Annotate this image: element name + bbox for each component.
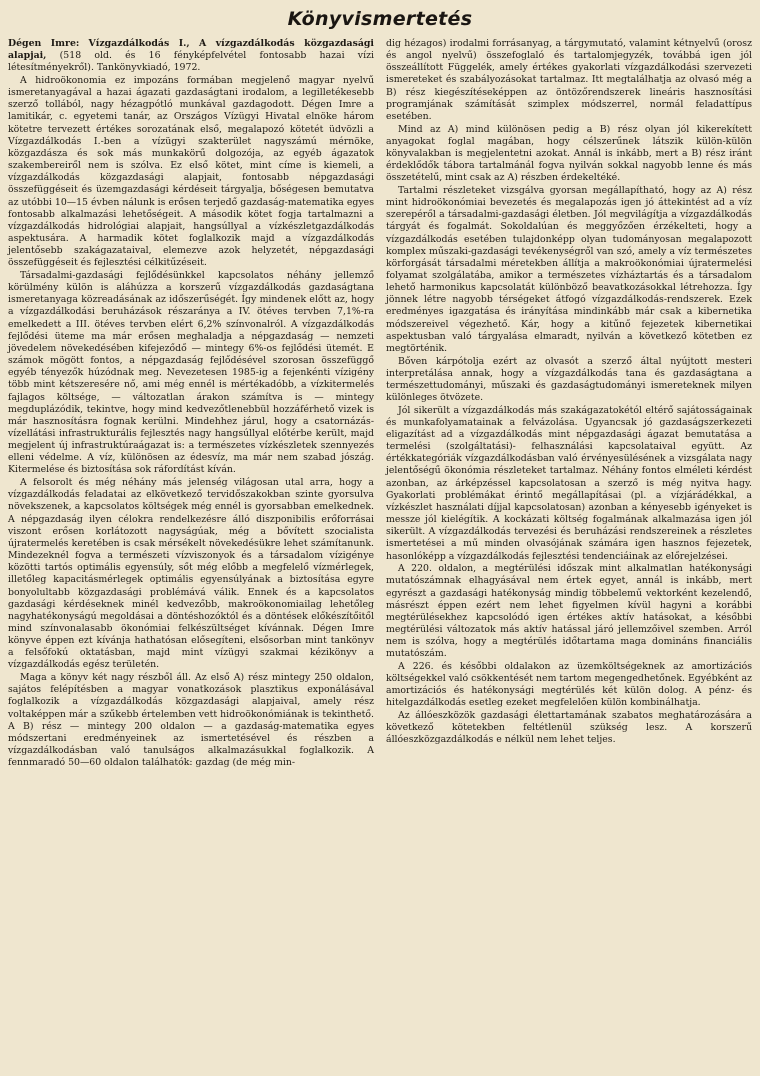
paragraph: A hidroökonomia ez impozáns formában megjelenő magyar nyelvű ismeretanyagával a hazai ágazati gazdaságtani irodalom, a legilletékesebb szerző tollából, nagy hézagpótló munkával gazdagodott. Dégen Imre a lamitikár, c. egyetemi tanár, az Országos Vízügyi Hivatal elnöke három kötetre tervezett értékes sorozatának első, megalapozó kötetét üdvözli a Vízgazdálkodás I.-ben a vízügyi szakterület nagyszámú mérnöke, közgazdásza és sok más munkakörű dolgozója, az egyéb ágazatok szakembereiről nem is szólva. Ez első kötet, mint címe is kiemeli, a vízgazdálkodás közgazdasági alapjait, fontosabb népgazdasági összefüggéseit és üzemgazdasági kérdéseit tárgyalja, bőségesen bemutatva az utóbbi 10—15 évben nálunk is erősen terjedő gazdaság-matematika egyes fontosabb alkalmazási lehetőségeit. A második kötet fogja tartalmazni a vízgazdálkodás hidrológiai alapjait, hangsúllyal a vízkészletgazdálkodás aspektusára. A harmadik kötet foglalkozik majd a vízgazdálkodás jelentősebb szakágazataival, elemezve azok helyzetét, népgazdasági összefüggéseit és fejlesztési célkitűzéseit. [8, 74, 374, 269]
left-column [8, 38, 374, 769]
section-header [8, 0, 752, 38]
article-body [8, 38, 752, 769]
review-reference [8, 38, 374, 74]
review-book-title: Vízgazdálkodás I., A vízgazdálkodás közgazdasági alapjai, [8, 38, 374, 62]
review-author: Dégen Imre: [8, 38, 80, 49]
paragraph: dig hézagos) irodalmi forrásanyag, a tárgymutató, valamint kétnyelvű (orosz és angol nyelvű) összefoglaló és tartalomjegyzék, továbbá igen jól összeállított Függelék, amely értékes gyakorlati vízgazdálkodási szervezeti ismereteket és szabályozásokat tartalmaz. Itt megtalálhatja az olvasó még a B) rész kiegészítéseképpen az öntözőrendszerek lineáris hasznosítási programjának számítását szimplex módszerrel, normál feladattípus esetében. [386, 38, 752, 122]
paragraph: A 226. és későbbi oldalakon az üzemköltségeknek az amortizációs költségekkel való csökkentését nem tartom megengedhetőnek. Egyébként az amortizációs és hatékonysági megtérülés két külön dolog. A pénz- és hitelgazdálkodás esetleg ezeket megfelelően külön kombinálhatja. [386, 660, 752, 709]
review-bibliography: (518 old. és 16 fényképfelvétel fontosabb hazai vízi létesítményekről). Tankönyvkiadó, 1972. [8, 50, 374, 74]
section-title: Könyvismertetés [287, 8, 473, 30]
paragraph: Az állóeszközök gazdasági élettartamának szabatos meghatározására a következő kötetekben feltétlenül szükség lesz. A korszerű állóeszközgazdálkodás e nélkül nem lehet teljes. [386, 710, 752, 746]
right-column [386, 38, 752, 769]
paragraph: Jól sikerült a vízgazdálkodás más szakágazatokétól eltérő sajátosságainak és munkafolyamatainak a felvázolása. Ugyancsak jó gazdaságszerkezeti eligazítást ad a vízgazdálkodás mint népgazdasági ágazat bemutatása a termelési (szolgáltatási)- felhasználási kapcsolataival együtt. Az értékkategóriák vízgazdálkodásban való érvényesülésének a vizsgálata nagy jelentőségű ökonómia részleteket tartalmaz. Néhány fontos elméleti kérdést azonban, az árképzéssel kapcsolatosan a szerző is még nyitva hagy. Gyakorlati problémákat érintő megállapításai (pl. a vízjárádékkal, a vízkészlet használati díjjal kapcsolatosan) azonban a kényesebb igényeket is messze jól kielégítik. A kockázati költség fogalmának alkalmazása igen jól sikerült. A vízgazdálkodás tervezési és beruházási rendszereinek a részletes ismertetései a mű minden olvasójának számára igen hasznos fejezetek, hasonlóképp a vízgazdálkodás fejlesztési tendenciáinak az előrejelzései. [386, 404, 752, 562]
paragraph: Mind az A) mind különösen pedig a B) rész olyan jól kikerekített anyagokat foglal magában, hogy célszerűnek látszik külön-külön könyvalakban is megjelentetni azokat. Annál is inkább, mert a B) rész iránt érdeklődők tábora tartalmánál fogva nyilván sokkal nagyobb lenne és más összetételű, mint csak az A) részben érdekeltéké. [386, 123, 752, 184]
paragraph: A 220. oldalon, a megtérülési időszak mint alkalmatlan hatékonysági mutatószámnak elhagyásával nem értek egyet, annál is inkább, mert egyrészt a gazdasági hatékonyság mindig többelemű vektorként kezelendő, másrészt éppen ezért nem lehet figyelmen kívül hagyni a korábbi megtérülésekhez kapcsolódó igen értékes aktív hatásokat, a későbbi megtérülési változatok más aktív hatással járó jellemzőivel szemben. Arról nem is szólva, hogy a megtérülés időtartama maga domináns financiális mutatószám. [386, 563, 752, 660]
paragraph: Társadalmi-gazdasági fejlődésünkkel kapcsolatos néhány jellemző körülmény külön is aláhúzza a korszerű vízgazdálkodás gazdaságtana ismeretanyaga közreadásának az időszerűségét. Így mindenek előtt az, hogy a vízgazdálkodási beruházások részaránya a IV. ötéves tervben 7,1%-ra emelkedett a III. ötéves tervben elért 6,2% színvonalról. A vízgazdálkodás fejlődési üteme ma már erősen meghaladja a népgazdaság — nemzeti jövedelem növekedésében kifejeződő — mintegy 6%-os fejlődési ütemét. E számok mögött fontos, a népgazdaság fejlődésével szorosan összefüggő egyéb tényezők húzódnak meg. Nevezetesen 1985-ig a fejenkénti vízigény több mint kétszeresére nő, ami még ennél is mértékadóbb, a vízkitermelés fajlagos költsége, — változatlan árakon számítva is — mintegy megduplázódik, tekintve, hogy mind kedvezőtlenebbül hozzáférhető vizek is már hasznosításra fognak kerülni. Mindehhez járul, hogy a csatornázás-vízellátási infrastrukturális fejlesztés nagy hangsúllyal előtérbe került, majd megjelent új infrastruktúraágazat is: a természetes vízkészletek szennyezés elleni védelme. A víz, különösen az édesvíz, ma már nem szabad jószág. Kitermelése és biztosítása sok ráfordítást kíván. [8, 269, 374, 476]
paragraph: Tartalmi részleteket vizsgálva gyorsan megállapítható, hogy az A) rész mint hidroökonómiai bevezetés és megalapozás igen jó áttekintést ad a víz szerepéről a társadalmi-gazdasági életben. Jól megvilágítja a vízgazdálkodás tárgyát és fogalmát. Sokoldalúan és meggyőzően érzékelteti, hogy a vízgazdálkodás esetében tulajdonképp olyan tudományosan megalapozott komplex műszaki-gazdasági tevékenységről van szó, amely a víz természetes körforgását társadalmi méretekben állítja a makroökonómiai újratermelési folyamat szolgálatába, amikor a természetes vízháztartás és a társadalom lehető harmonikus kapcsolatát különböző beavatkozásokkal létrehozza. Így jönnek létre nagyobb térségeket átfogó vízgazdálkodás-rendszerek. Ezek eredményes igazgatása és irányítása mindinkább már csak a kibernetika módszereivel végezhető. Kár, hogy a kitűnő fejezetek kibernetikai aspektusban való tárgyalása elmaradt, nyilván a következő kötetben ez megtörténik. [386, 184, 752, 354]
paragraph: A felsorolt és még néhány más jelenség világosan utal arra, hogy a vízgazdálkodás feladatai az elkövetkező tervidőszakokban szinte gyorsulva növekszenek, a kapcsolatos költségek még ennél is gyorsabban emelkednek. A népgazdaság ilyen célokra rendelkezésre álló diszponibilis erőforrásai viszont erősen korlátozott nagyságúak, még a bővített szocialista újratermelés keretében is csak mérsékelt növekedésükre lehet számítanunk. Mindezeknél fogva a természeti vízviszonyok és a társadalom vízigénye közötti tartós optimális egyensúly, sőt még előbb a megfelelő vízmérlegek, illetőleg kapacitásmérlegek optimális egyensúlyának a biztosítása egyre bonyolultabb közgazdasági problémává válik. Ennek és a kapcsolatos gazdasági kérdéseknek minél kedvezőbb, makroökonomiailag lehetőleg nagyhatékonyságú megoldásai a döntéshozóktól és a döntések előkészítőitől mind színvonalasabb ökonómiai felkészültséget kívánnak. Dégen Imre könyve éppen ezt kívánja hathatósan elősegíteni, elsősorban mint tankönyv a felsőfokú oktatásban, majd mint vízügyi szakmai kézikönyv a vízgazdálkodás egész területén. [8, 477, 374, 671]
paragraph: Bőven kárpótolja ezért az olvasót a szerző által nyújtott mesteri interpretálása annak, hogy a vízgazdálkodás tana és gazdaságtana a természettudományi, műszaki és gazdaságtudományi ismereteknek milyen különleges ötvözete. [386, 355, 752, 404]
paragraph: Maga a könyv két nagy részből áll. Az első A) rész mintegy 250 oldalon, sajátos felépítésben a magyar vonatkozások plasztikus exponálásával foglalkozik a vízgazdálkodás közgazdasági alapjaival, amely rész voltaképpen már a szűkebb értelemben vett hidroökonómiának is tekinthető. A B) rész — mintegy 200 oldalon — a gazdaság-matematika egyes módszertani eredményeinek az ismertetésével és részben a vízgazdálkodásban való tanulságos alkalmazásukkal foglalkozik. A fennmaradó 50—60 oldalon találhatók: gazdag (de még min- [8, 672, 374, 769]
